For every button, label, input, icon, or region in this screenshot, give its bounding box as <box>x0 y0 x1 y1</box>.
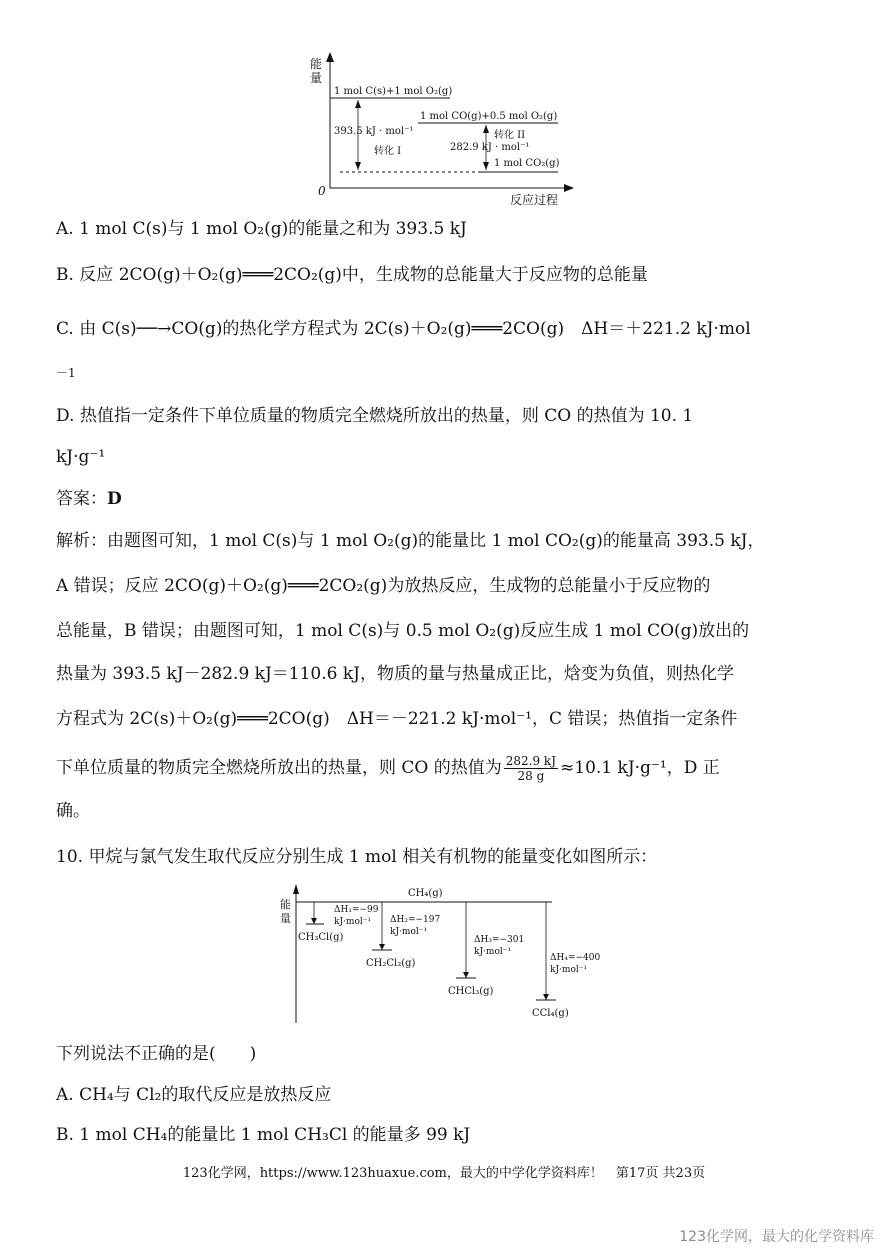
dh1-label: ΔH₁=−99 <box>334 905 379 915</box>
q10-question: 下列说法不正确的是( ) <box>56 1044 257 1064</box>
analysis-6-pre: 下单位质量的物质完全燃烧所放出的热量，则 CO 的热值为 <box>56 758 502 778</box>
q10-option-b: B. 1 mol CH₄的能量比 1 mol CH₃Cl 的能量多 99 kJ <box>56 1125 471 1145</box>
q9-answer <box>56 488 122 510</box>
y-axis-label: 量 <box>310 71 323 85</box>
energy-diagram-1 <box>300 48 580 208</box>
q9-option-d-line-2: kJ·g⁻¹ <box>56 447 106 467</box>
answer-label: 答案： <box>56 489 107 509</box>
y-axis-label: 能 <box>310 57 323 71</box>
level-top-label: 1 mol C(s)+1 mol O₂(g) <box>334 86 453 97</box>
transformation-2-label: 转化 II <box>494 130 526 141</box>
transformation-1-label: 转化 I <box>374 146 402 157</box>
value-1: 393.5 kJ · mol⁻¹ <box>334 126 414 137</box>
dh2-label: ΔH₂=−197 <box>390 915 441 925</box>
product-2-label: CH₂Cl₂(g) <box>366 958 416 969</box>
q9-analysis-line-5: 方程式为 2C(s)＋O₂(g)═══2CO(g) ΔH＝－221.2 kJ·mol⁻¹，C 错误；热值指一定条件 <box>56 709 738 729</box>
q9-option-b: B. 反应 2CO(g)＋O₂(g)═══2CO₂(g)中，生成物的总能量大于反应物的总能量 <box>56 265 648 285</box>
q9-analysis-line-4: 热量为 393.5 kJ－282.9 kJ＝110.6 kJ，物质的量与热量成正比，焓变为负值，则热化学 <box>56 664 734 684</box>
q9-analysis-line-1: 解析：由题图可知，1 mol C(s)与 1 mol O₂(g)的能量比 1 mol CO₂(g)的能量高 393.5 kJ， <box>56 531 765 551</box>
q9-option-c-line-2: －1 <box>56 366 76 380</box>
q9-analysis-line-2: A 错误；反应 2CO(g)＋O₂(g)═══2CO₂(g)为放热反应，生成物的总能量小于反应物的 <box>56 576 711 596</box>
fraction-numerator: 282.9 kJ <box>505 754 557 768</box>
q9-option-d-line-1: D. 热值指一定条件下单位质量的物质完全燃烧所放出的热量，则 CO 的热值为 10. 1 <box>56 406 694 426</box>
heat-value-fraction <box>504 754 558 783</box>
fraction-denominator: 28 g <box>517 769 545 783</box>
q10-option-a: A. CH₄与 Cl₂的取代反应是放热反应 <box>56 1085 332 1105</box>
dh4-label: ΔH₄=−400 <box>550 953 601 963</box>
q9-option-c-line-1: C. 由 C(s)──→CO(g)的热化学方程式为 2C(s)＋O₂(g)═══2CO(g) ΔH＝＋221.2 kJ·mol <box>56 319 751 339</box>
q9-analysis-line-3: 总能量，B 错误；由题图可知，1 mol C(s)与 0.5 mol O₂(g)反应生成 1 mol CO(g)放出的 <box>56 621 750 641</box>
x-axis-label: 反应过程 <box>510 193 559 207</box>
dh3-label: ΔH₃=−301 <box>474 935 525 945</box>
q10-stem: 10. 甲烷与氯气发生取代反应分别生成 1 mol 相关有机物的能量变化如图所示： <box>56 847 658 867</box>
product-3-label: CHCl₃(g) <box>448 986 494 997</box>
q9-option-a: A. 1 mol C(s)与 1 mol O₂(g)的能量之和为 393.5 kJ <box>56 219 467 239</box>
page-footer: 123化学网，https://www.123huaxue.com，最大的中学化学资料库！ 第17页 共23页 <box>182 1166 706 1181</box>
origin-label: 0 <box>318 184 326 198</box>
watermark: 123化学网，最大的化学资料库 <box>679 1229 874 1245</box>
ch4-label: CH₄(g) <box>408 888 443 899</box>
dh2-unit: kJ·mol⁻¹ <box>390 927 428 937</box>
dh3-unit: kJ·mol⁻¹ <box>474 947 512 957</box>
product-4-label: CCl₄(g) <box>532 1008 569 1019</box>
answer-value: D <box>107 489 122 509</box>
dh4-unit: kJ·mol⁻¹ <box>550 965 588 975</box>
level-mid-label: 1 mol CO(g)+0.5 mol O₂(g) <box>420 111 558 122</box>
q9-analysis-line-7: 确。 <box>56 801 90 821</box>
y-axis-label: 能 <box>280 898 291 911</box>
energy-diagram-2 <box>276 878 606 1028</box>
dh1-unit: kJ·mol⁻¹ <box>334 917 372 927</box>
value-2: 282.9 kJ · mol⁻¹ <box>450 142 530 153</box>
analysis-6-post: ≈10.1 kJ·g⁻¹，D 正 <box>560 758 720 778</box>
level-bottom-label: 1 mol CO₂(g) <box>494 158 560 169</box>
y-axis-label: 量 <box>280 912 291 925</box>
product-1-label: CH₃Cl(g) <box>298 932 344 943</box>
q9-analysis-line-6 <box>56 754 720 783</box>
